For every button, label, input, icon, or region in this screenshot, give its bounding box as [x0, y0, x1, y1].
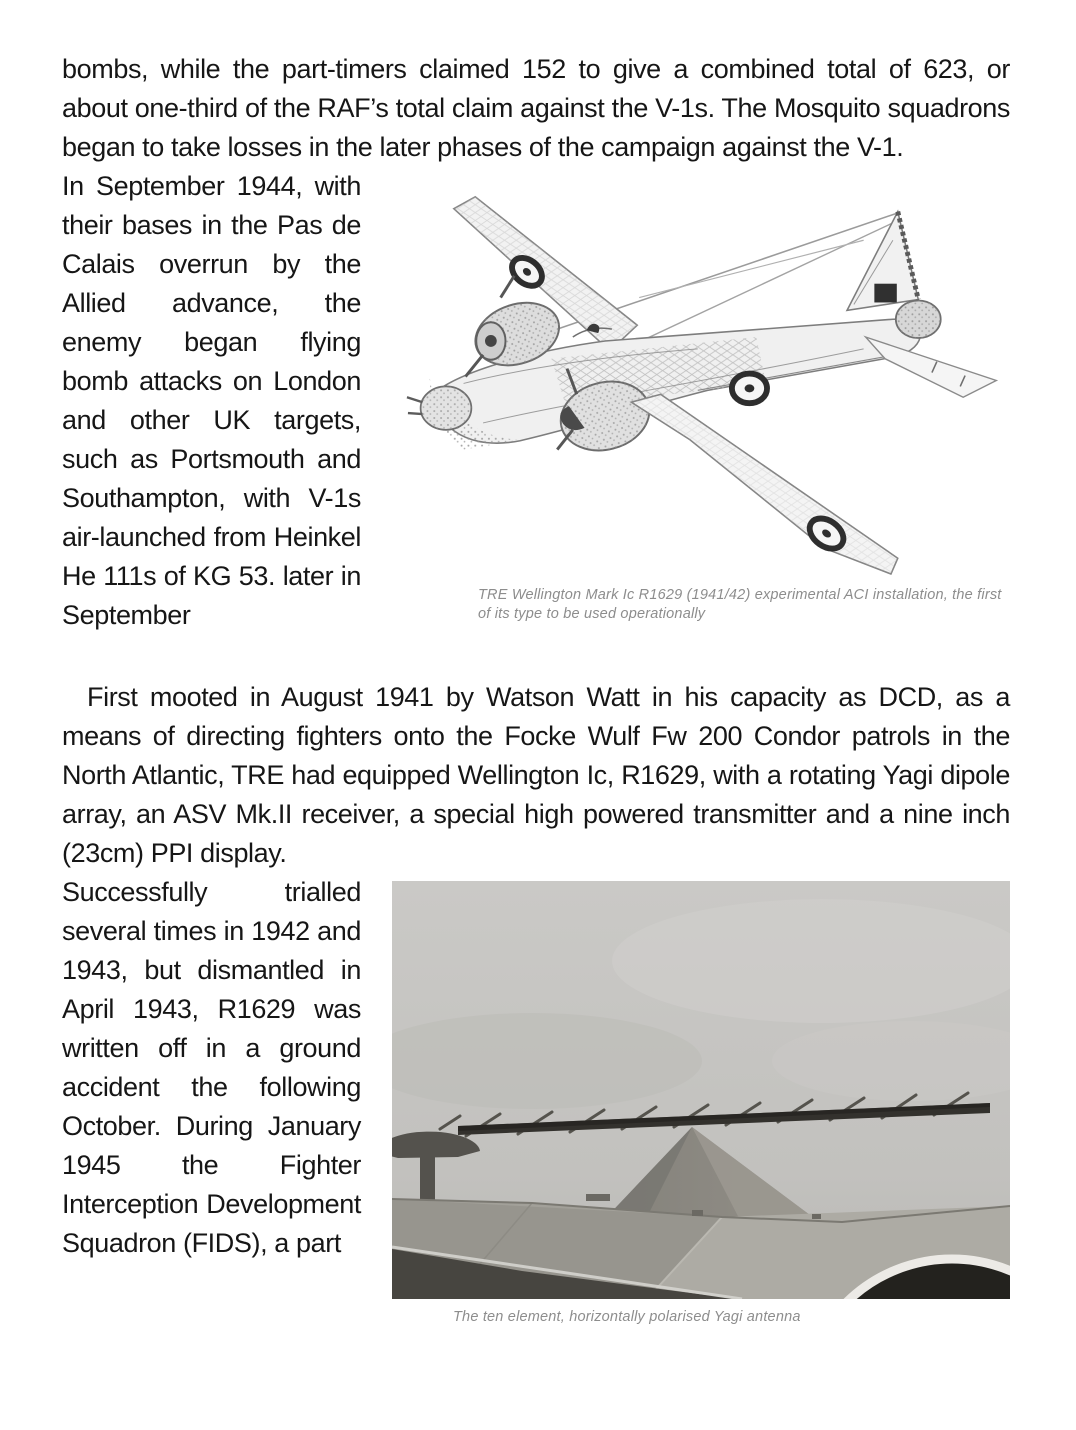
yagi-photo-caption: The ten element, horizontally polarised Yagi antenna — [453, 1309, 801, 1325]
section-yagi — [62, 873, 1010, 1341]
paragraph-september-1944: In September 1944, with their bases in the Pas de Calais overrun by the Allied advance, the enemy began flying bomb attacks on London and other UK targets, such as Portsmouth and Southampton, with V-1s air-launched from Heinkel He 111s of KG 53. later in September — [62, 171, 361, 630]
paragraph-successfully-trialled: Successfully trialled several times in 1942 and 1943, but dismantled in April 1943, R1629 was written off in a ground accident the following October. During January 1945 the Fighter Interception Development Squadron (FIDS), a part — [62, 877, 361, 1258]
section-wellington — [62, 167, 1010, 674]
wellington-drawing-caption: TRE Wellington Mark Ic R1629 (1941/42) experimental ACI installation, the first of its type to be used operationally — [478, 587, 1002, 622]
tailplane — [866, 337, 997, 397]
figure-wellington-drawing — [405, 181, 1010, 624]
paragraph-intro: bombs, while the part-timers claimed 152 to give a combined total of 623, or about one-third of the RAF’s total claim against the V-1s. The Mosquito squadrons began to take losses in the later phases of the campaign against the V-1. — [62, 54, 1010, 162]
figure-yagi-photo — [392, 881, 1010, 1327]
nose-turret — [407, 386, 471, 429]
fuselage-roundel — [732, 374, 767, 404]
yagi-antenna-photograph — [392, 881, 1010, 1299]
paragraph-first-mooted: First mooted in August 1941 by Watson Watt in his capacity as DCD, as a means of directing fighters onto the Focke Wulf Fw 200 Condor patrols in the North Atlantic, TRE had equipped Wellington Ic, R1629, with a rotating Yagi dipole array, an ASV Mk.II receiver, a special high powered transmitter and a nine inch (23cm) PPI display. — [62, 682, 1010, 868]
starboard-wing — [631, 394, 897, 574]
wellington-aircraft-sketch — [405, 181, 1010, 576]
